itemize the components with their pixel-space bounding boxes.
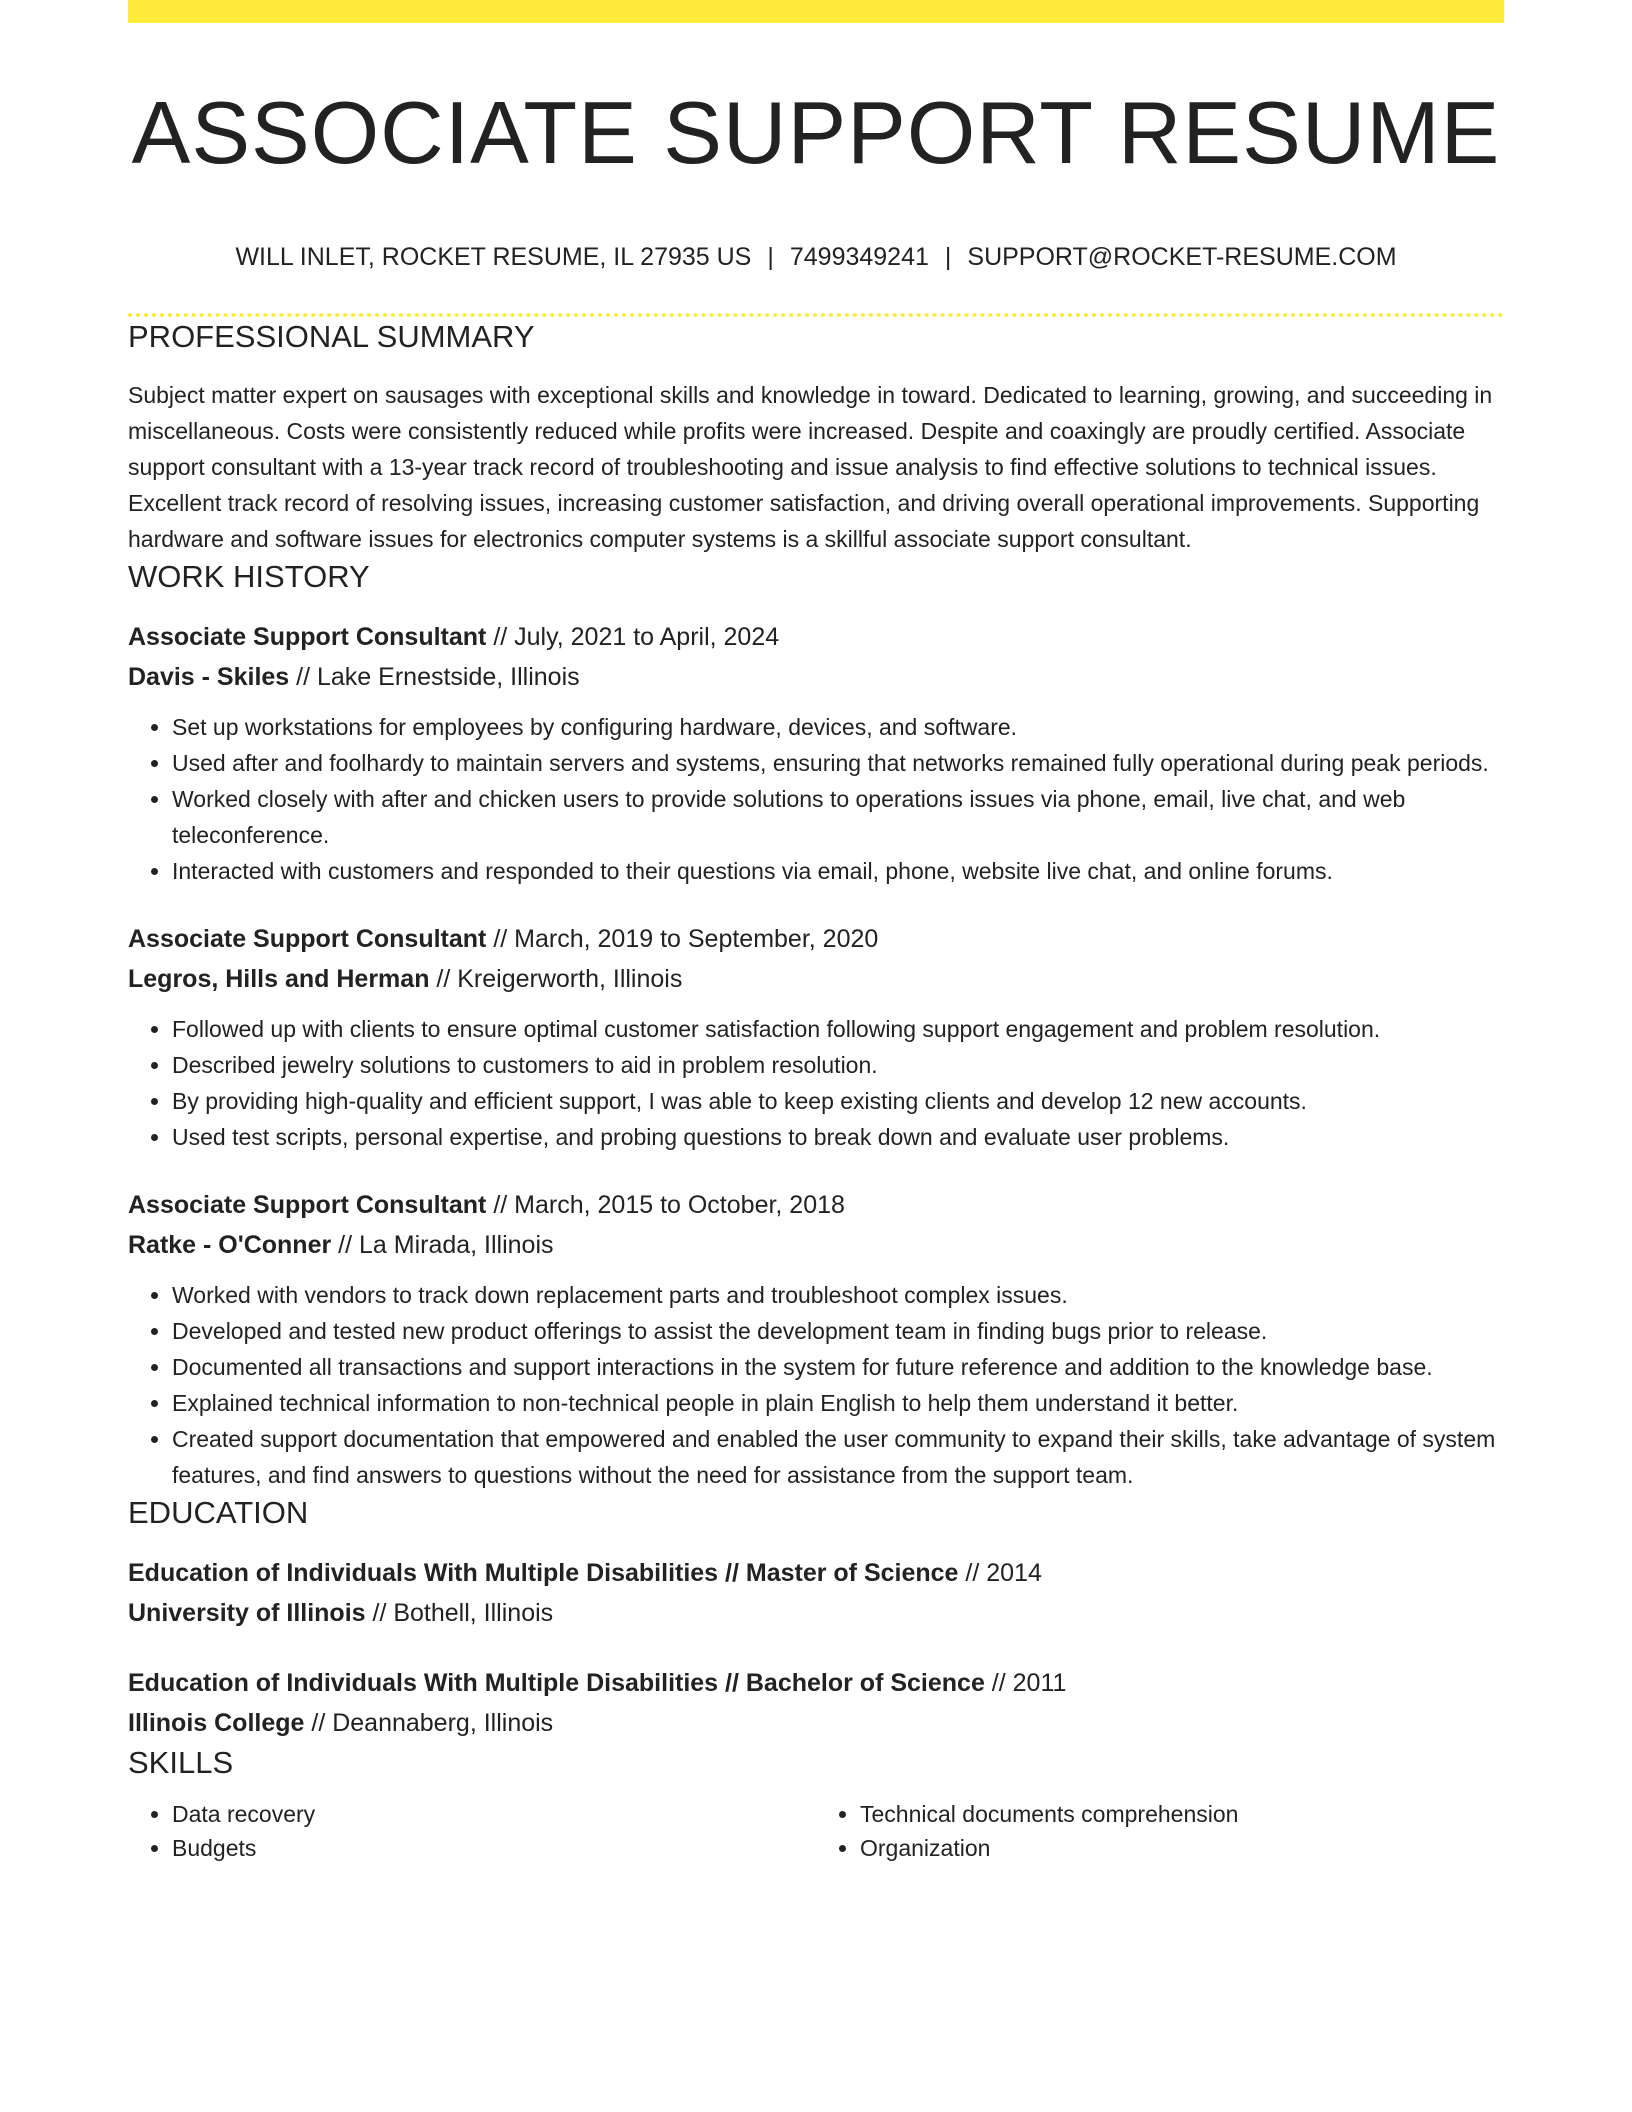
skills-list: [128, 1797, 1504, 1865]
job-company: Ratke - O'Conner: [128, 1231, 332, 1259]
job-bullet: • Developed and tested new product offerings to assist the development team in finding bugs prior to release.: [172, 1313, 1504, 1349]
job-bullets: [128, 709, 1504, 889]
education-entry: [128, 1663, 1504, 1743]
job-dates: // July, 2021 to April, 2024: [486, 623, 780, 651]
contact-phone[interactable]: 7499349241: [789, 243, 929, 271]
contact-email[interactable]: SUPPORT@ROCKET-RESUME.COM: [967, 243, 1397, 271]
contact-line: [128, 241, 1504, 273]
education-degree-line: [128, 1553, 1504, 1593]
job-title: Associate Support Consultant: [128, 1191, 487, 1219]
education-year: // 2014: [958, 1559, 1042, 1587]
education-school: Illinois College: [128, 1709, 305, 1737]
education-degree: Education of Individuals With Multiple Disabilities // Bachelor of Science: [128, 1669, 985, 1697]
skills-column-left: [128, 1797, 816, 1865]
job-entry: [128, 1185, 1504, 1493]
job-bullet: • Used test scripts, personal expertise, and probing questions to break down and evaluate user problems.: [172, 1119, 1504, 1155]
section-heading-summary: PROFESSIONAL SUMMARY: [128, 319, 535, 354]
job-bullet: • Created support documentation that empowered and enabled the user community to expand their skills, take advantage of system features, and find answers to questions without the need for assistance from the support team.: [172, 1421, 1504, 1493]
job-entry: [128, 617, 1504, 889]
job-bullet: • By providing high-quality and efficient support, I was able to keep existing clients and develop 12 new accounts.: [172, 1083, 1504, 1119]
education-degree-line: [128, 1663, 1504, 1703]
contact-address: WILL INLET, ROCKET RESUME, IL 27935 US: [235, 243, 752, 271]
job-title: Associate Support Consultant: [128, 925, 487, 953]
job-company: Legros, Hills and Herman: [128, 965, 430, 993]
education-year: // 2011: [984, 1669, 1067, 1697]
job-title-line: [128, 617, 1504, 657]
education-degree: Education of Individuals With Multiple Disabilities // Master of Science: [128, 1559, 959, 1587]
skills-column-right: [816, 1797, 1504, 1865]
job-bullet: • Used after and foolhardy to maintain servers and systems, ensuring that networks remained fully operational during peak periods.: [172, 745, 1504, 781]
skill-item: • Budgets: [172, 1831, 816, 1865]
job-bullet: • Described jewelry solutions to customers to aid in problem resolution.: [172, 1047, 1504, 1083]
job-company-line: [128, 657, 1504, 697]
job-bullet: • Explained technical information to non-technical people in plain English to help them understand it better.: [172, 1385, 1504, 1421]
job-bullet: • Set up workstations for employees by configuring hardware, devices, and software.: [172, 709, 1504, 745]
job-bullets: [128, 1011, 1504, 1155]
job-dates: // March, 2015 to October, 2018: [486, 1191, 845, 1219]
contact-separator: |: [767, 243, 774, 271]
education-school-line: [128, 1593, 1504, 1633]
job-company-line: [128, 1225, 1504, 1265]
education-location: // Deannaberg, Illinois: [304, 1709, 554, 1737]
skill-item: • Data recovery: [172, 1797, 816, 1831]
job-location: // La Mirada, Illinois: [331, 1231, 554, 1259]
job-title-line: [128, 919, 1504, 959]
job-dates: // March, 2019 to September, 2020: [486, 925, 879, 953]
section-heading-work-history: WORK HISTORY: [128, 559, 370, 594]
skill-item: • Organization: [860, 1831, 1504, 1865]
education-entry: [128, 1553, 1504, 1633]
job-bullet: • Followed up with clients to ensure optimal customer satisfaction following support engagement and problem resolution.: [172, 1011, 1504, 1047]
education-school: University of Illinois: [128, 1599, 366, 1627]
resume-title: ASSOCIATE SUPPORT RESUME: [131, 83, 1501, 182]
job-bullets: [128, 1277, 1504, 1493]
job-location: // Kreigerworth, Illinois: [429, 965, 683, 993]
job-bullet: • Documented all transactions and support interactions in the system for future reference and addition to the knowledge base.: [172, 1349, 1504, 1385]
job-title: Associate Support Consultant: [128, 623, 487, 651]
job-bullet: • Worked with vendors to track down replacement parts and troubleshoot complex issues.: [172, 1277, 1504, 1313]
job-location: // Lake Ernestside, Illinois: [289, 663, 580, 691]
contact-separator: |: [944, 243, 952, 271]
education-school-line: [128, 1703, 1504, 1743]
section-heading-education: EDUCATION: [128, 1495, 309, 1530]
summary-text: Subject matter expert on sausages with exceptional skills and knowledge in toward. Dedicated to learning, growing, and succeeding in miscellaneous. Costs were consistently reduced while profits were increased. Despite and coaxingly are proudly certified. Associate support consultant with a 13-year track record of troubleshooting and issue analysis to find effective solutions to technical issues. Excellent track record of resolving issues, increasing customer satisfaction, and driving overall operational improvements. Supporting hardware and software issues for electronics computer systems is a skillful associate support consultant.: [128, 382, 1493, 552]
skill-item: • Technical documents comprehension: [860, 1797, 1504, 1831]
resume-page: [128, 0, 1504, 1865]
job-company-line: [128, 959, 1504, 999]
job-company: Davis - Skiles: [128, 663, 290, 691]
job-bullet: • Interacted with customers and responded to their questions via email, phone, website live chat, and online forums.: [172, 853, 1504, 889]
job-entry: [128, 919, 1504, 1155]
job-bullet: • Worked closely with after and chicken users to provide solutions to operations issues via phone, email, live chat, and web teleconference.: [172, 781, 1504, 853]
accent-top-bar: [128, 0, 1504, 23]
job-title-line: [128, 1185, 1504, 1225]
education-location: // Bothell, Illinois: [365, 1599, 554, 1627]
section-heading-skills: SKILLS: [128, 1745, 234, 1780]
